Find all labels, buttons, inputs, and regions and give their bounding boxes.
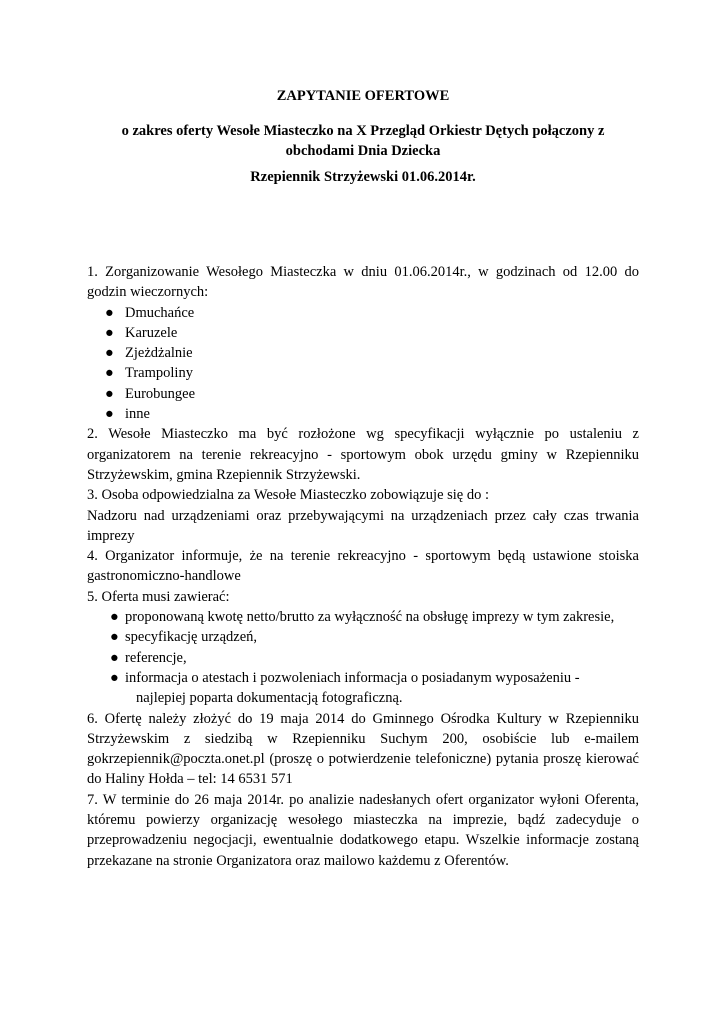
bullet-icon: ●	[110, 629, 119, 646]
section-5-text: 5. Oferta musi zawierać:	[87, 588, 230, 605]
section-1-text: 1. Zorganizowanie Wesołego Miasteczka w dniu 01.06.2014r., w godzinach od 12.00 do godzin wieczornych:	[87, 264, 639, 301]
bullet-icon: ●	[105, 385, 114, 402]
bullet-icon: ●	[105, 365, 114, 382]
section-7-text: 7. W terminie do 26 maja 2014r. po analizie nadesłanych ofert organizator wyłoni Oferenta, któremu powierzy organizację wesołego miasteczka na imprezie, bądź zadecyduje o przeprowadzeniu negocjacji, ewentualnie dodatkowego etapu. Wszelkie informacje zostaną przekazane na stronie Organizatora oraz mailowo każdemu z Oferentów.	[87, 791, 639, 869]
list-item-text: Karuzele	[125, 324, 178, 341]
list-item	[87, 343, 639, 363]
list-item	[87, 363, 639, 383]
list-item	[87, 607, 639, 627]
section-2-text: 2. Wesołe Miasteczko ma być rozłożone wg specyfikacji wyłącznie po ustaleniu z organizatorem na terenie rekreacyjno - sportowym obok urzędu gminy w Rzepienniku Strzyżewskim, gmina Rzepiennik Strzyżewski.	[87, 426, 639, 483]
document-title: ZAPYTANIE OFERTOWE	[276, 88, 450, 104]
bullet-icon: ●	[105, 406, 114, 423]
bullet-icon: ●	[105, 324, 114, 341]
list-item-text: Zjeżdżalnie	[125, 345, 193, 362]
section-3-detail: Nadzoru nad urządzeniami oraz przebywającymi na urządzeniach przez cały czas trwania imprezy	[87, 507, 639, 544]
subtitle-line-2: obchodami Dnia Dziecka	[285, 143, 441, 159]
list-item-text: informacja o atestach i pozwoleniach informacja o posiadanym wyposażeniu -	[125, 669, 580, 686]
list-item	[87, 303, 639, 323]
bullet-icon: ●	[110, 609, 119, 626]
bullet-icon: ●	[110, 649, 119, 666]
section-4-text: 4. Organizator informuje, że na terenie rekreacyjno - sportowym będą ustawione stoiska gastronomiczno-handlowe	[87, 548, 639, 585]
list-item-text: inne	[125, 406, 150, 423]
bullet-icon: ●	[110, 669, 119, 686]
list-item	[87, 404, 639, 424]
list-item	[87, 384, 639, 404]
list-item	[87, 323, 639, 343]
place-date: Rzepiennik Strzyżewski 01.06.2014r.	[250, 169, 476, 185]
list-item	[87, 627, 639, 647]
list-item	[87, 648, 639, 668]
bullet-icon: ●	[105, 345, 114, 362]
section-6-text: 6. Ofertę należy złożyć do 19 maja 2014 do Gminnego Ośrodka Kultury w Rzepienniku Strzyżewskim z siedzibą w Rzepienniku Suchym 200, osobiście lub e-mailem gokrzepiennik@poczta.onet.pl (proszę o potwierdzenie telefoniczne) pytania proszę kierować do Haliny Hołda – tel: 14 6531 571	[87, 710, 639, 788]
list-item-text: specyfikację urządzeń,	[125, 629, 258, 646]
subtitle-line-1: o zakres oferty Wesołe Miasteczko na X Przegląd Orkiestr Dętych połączony z	[121, 123, 605, 139]
list-item-text: referencje,	[125, 649, 187, 666]
document-subtitle	[87, 121, 639, 161]
list-item-continuation: najlepiej poparta dokumentacją fotograficzną.	[136, 690, 403, 707]
bullet-icon: ●	[105, 304, 114, 321]
list-item	[87, 668, 639, 709]
list-item-text: Dmuchańce	[125, 304, 195, 321]
list-item-text: Eurobungee	[125, 385, 196, 402]
list-item-text: proponowaną kwotę netto/brutto za wyłączność na obsługę imprezy w tym zakresie,	[125, 609, 615, 626]
section-3-text: 3. Osoba odpowiedzialna za Wesołe Miasteczko zobowiązuje się do :	[87, 487, 490, 504]
section-1-list	[87, 303, 639, 425]
document-body	[87, 262, 639, 871]
section-5-list	[87, 607, 639, 708]
list-item-text: Trampoliny	[125, 365, 193, 382]
